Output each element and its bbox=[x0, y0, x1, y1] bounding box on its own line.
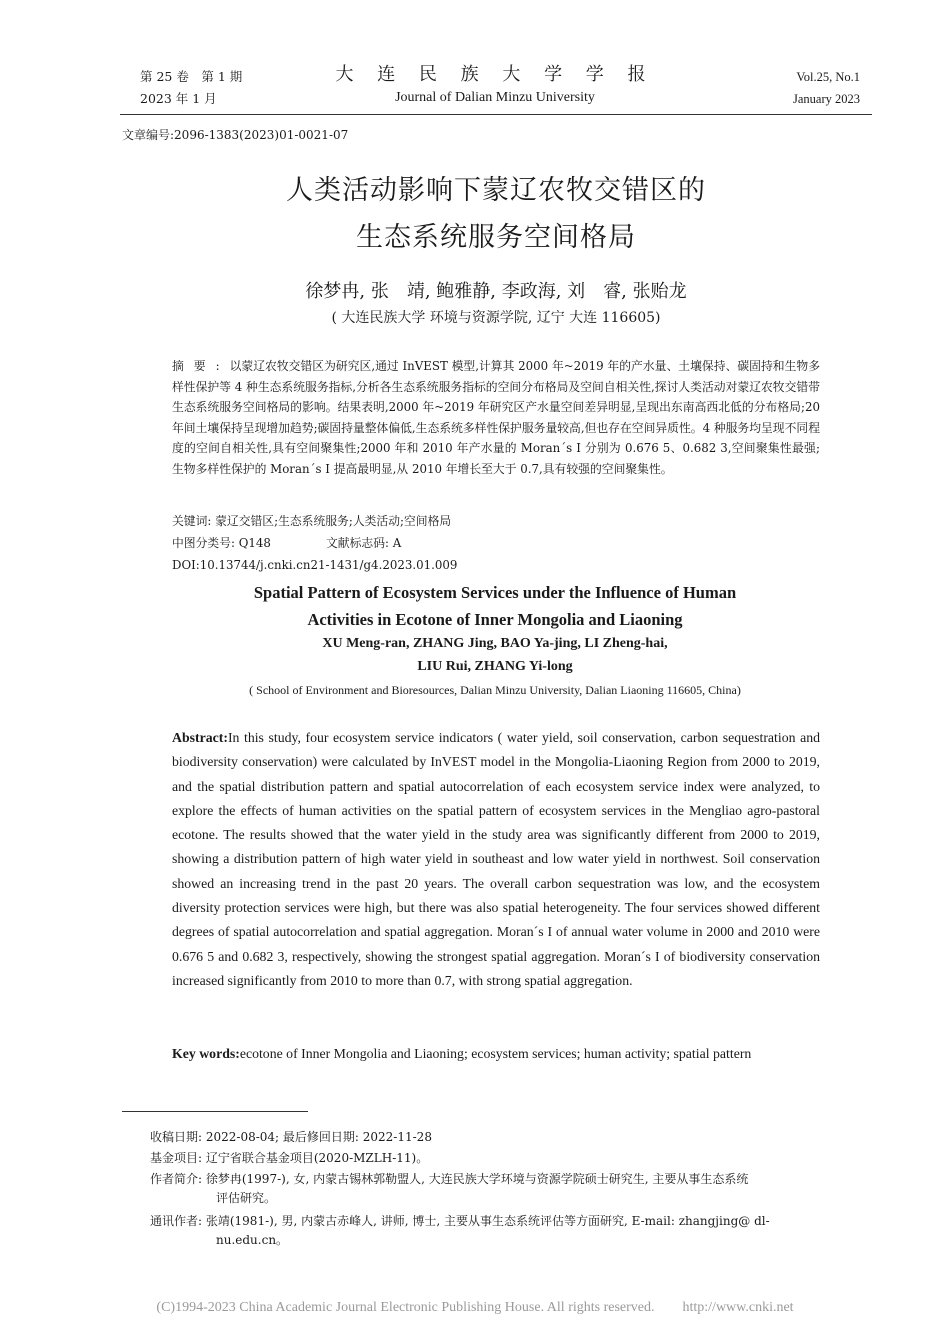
footnote-corresponding-line1: 通讯作者: 张靖(1981-), 男, 内蒙古赤峰人, 讲师, 博士, 主要从事生态系统评估等方面研究, E-mail: zhangjing@ dl- bbox=[150, 1214, 770, 1228]
classification-code: 中图分类号: Q148 bbox=[172, 536, 271, 550]
abstract-en bbox=[172, 726, 820, 993]
footnote-corresponding bbox=[150, 1212, 850, 1250]
header-date-cn: 2023 年 1 月 bbox=[140, 91, 217, 106]
header-divider bbox=[120, 114, 872, 115]
keywords-en-text: ecotone of Inner Mongolia and Liaoning; ecosystem services; human activity; spatial pattern bbox=[239, 1046, 752, 1061]
copyright-watermark: (C)1994-2023 China Academic Journal Electronic Publishing House. All rights reserved. http://www.cnki.net bbox=[156, 1300, 794, 1315]
paper-title-cn bbox=[120, 167, 872, 261]
abstract-cn-label: 摘要: bbox=[172, 359, 230, 373]
journal-title-cn: 大 连 民 族 大 学 学 报 bbox=[335, 64, 655, 85]
footnote-author-bio-line1: 作者简介: 徐梦冉(1997-), 女, 内蒙古锡林郭勒盟人, 大连民族大学环境与资源学院硕士研究生, 主要从事生态系统 bbox=[150, 1172, 749, 1186]
keywords-cn: 关键词: 蒙辽交错区;生态系统服务;人类活动;空间格局 bbox=[172, 514, 452, 528]
footnote-author-bio bbox=[150, 1170, 850, 1208]
header-volume: 第 25 卷 第 1 期 bbox=[140, 69, 243, 84]
doi: DOI:10.13744/j.cnki.cn21-1431/g4.2023.01.009 bbox=[172, 558, 458, 572]
keywords-en-label: Key words: bbox=[172, 1046, 240, 1061]
paper-title-en-line2: Activities in Ecotone of Inner Mongolia and Liaoning bbox=[307, 610, 683, 629]
paper-title-en bbox=[150, 579, 840, 633]
authors-en bbox=[150, 632, 840, 678]
authors-en-line1: XU Meng-ran, ZHANG Jing, BAO Ya-jing, LI Zheng-hai, bbox=[322, 636, 668, 651]
footnote-received: 收稿日期: 2022-08-04; 最后修回日期: 2022-11-28 bbox=[150, 1130, 432, 1144]
footnote-fund: 基金项目: 辽宁省联合基金项目(2020-MZLH-11)。 bbox=[150, 1151, 429, 1165]
paper-title-en-line1: Spatial Pattern of Ecosystem Services under the Influence of Human bbox=[253, 583, 737, 602]
affiliation-en: ( School of Environment and Bioresources, Dalian Minzu University, Dalian Liaoning 116605, China) bbox=[249, 683, 741, 697]
authors-cn: 徐梦冉, 张 靖, 鲍雅静, 李政海, 刘 睿, 张贻龙 bbox=[305, 281, 687, 302]
header-volume-block bbox=[140, 66, 242, 110]
authors-en-line2: LIU Rui, ZHANG Yi-long bbox=[417, 659, 573, 674]
paper-title-cn-line1: 人类活动影响下蒙辽农牧交错区的 bbox=[286, 175, 706, 206]
paper-title-cn-line2: 生态系统服务空间格局 bbox=[356, 222, 636, 253]
journal-title-en: Journal of Dalian Minzu University bbox=[395, 90, 595, 105]
abstract-en-label: Abstract: bbox=[172, 730, 228, 745]
footnote-divider bbox=[122, 1111, 308, 1112]
abstract-cn-text: 以蒙辽农牧交错区为研究区,通过 InVEST 模型,计算其 2000 年~2019 年的产水量、土壤保持、碳固持和生物多样性保护等 4 种生态系统服务指标,分析各生态系统服务指标的空间分布格局及空间自相关性,探讨人类活动对蒙辽农牧交错带生态系统服务空间格局的影响。结果表明,2000 年~2019 年研究区产水量空间差异明显,呈现出东南高西北低的分布格局;20 年间土壤保持呈现增加趋势;碳固持量整体偏低,生态系统多样性保护服务量较高,但也存在空间异质性。4 种服务均呈现不同程度的空间自相关性,具有空间聚集性;2000 年和 2010 年产水量的 Moran´s I 分别为 0.676 5、0.682 3,空间聚集性最强;生物多样性保护的 Moran´s I 提高最明显,从 2010 年增长至大于 0.7,具有较强的空间聚集性。 bbox=[172, 359, 820, 476]
header-date-en: January 2023 bbox=[793, 92, 860, 106]
header-volume-en: Vol.25, No.1 bbox=[796, 70, 860, 84]
affiliation-cn: ( 大连民族大学 环境与资源学院, 辽宁 大连 116605) bbox=[331, 310, 661, 326]
article-number: 文章编号:2096-1383(2023)01-0021-07 bbox=[122, 128, 349, 142]
header-journal-block bbox=[300, 62, 690, 108]
header-volume-en-block bbox=[793, 66, 860, 110]
document-code: 文献标志码: A bbox=[326, 536, 402, 550]
footnote-author-bio-line2: 评估研究。 bbox=[216, 1191, 277, 1205]
keywords-en bbox=[172, 1042, 820, 1066]
footnote-corresponding-line2: nu.edu.cn。 bbox=[216, 1233, 289, 1247]
abstract-en-text: In this study, four ecosystem service indicators ( water yield, soil conservation, carbon sequestration and biodiversity conservation) were calculated by InVEST model in the Mongolia-Liaoning Region from 2000 to 2019, and the spatial distribution pattern and spatial autocorrelation of each ecosystem service index were analyzed, to explore the effects of human activities on the spatial pattern of ecosystem services in the Mengliao agro-pastoral ecotone. The results showed that the water yield in the study area was significantly different from 2000 to 2019, showing a distribution pattern of high water yield in southeast and low water yield in northwest. Soil conservation showed an increasing trend in the past 20 years. The overall carbon sequestration was low, and the ecosystem diversity protection services were high, but there was also spatial heterogeneity. The four services showed different degrees of spatial autocorrelation and spatial aggregation. Moran´s I of annual water volume in 2000 and 2010 were 0.676 5 and 0.682 3, respectively, showing the strongest spatial aggregation. Moran´s I of biodiversity conservation increased significantly from 2010 to more than 0.7, with strong spatial aggregation. bbox=[172, 730, 820, 988]
abstract-cn bbox=[172, 356, 820, 480]
